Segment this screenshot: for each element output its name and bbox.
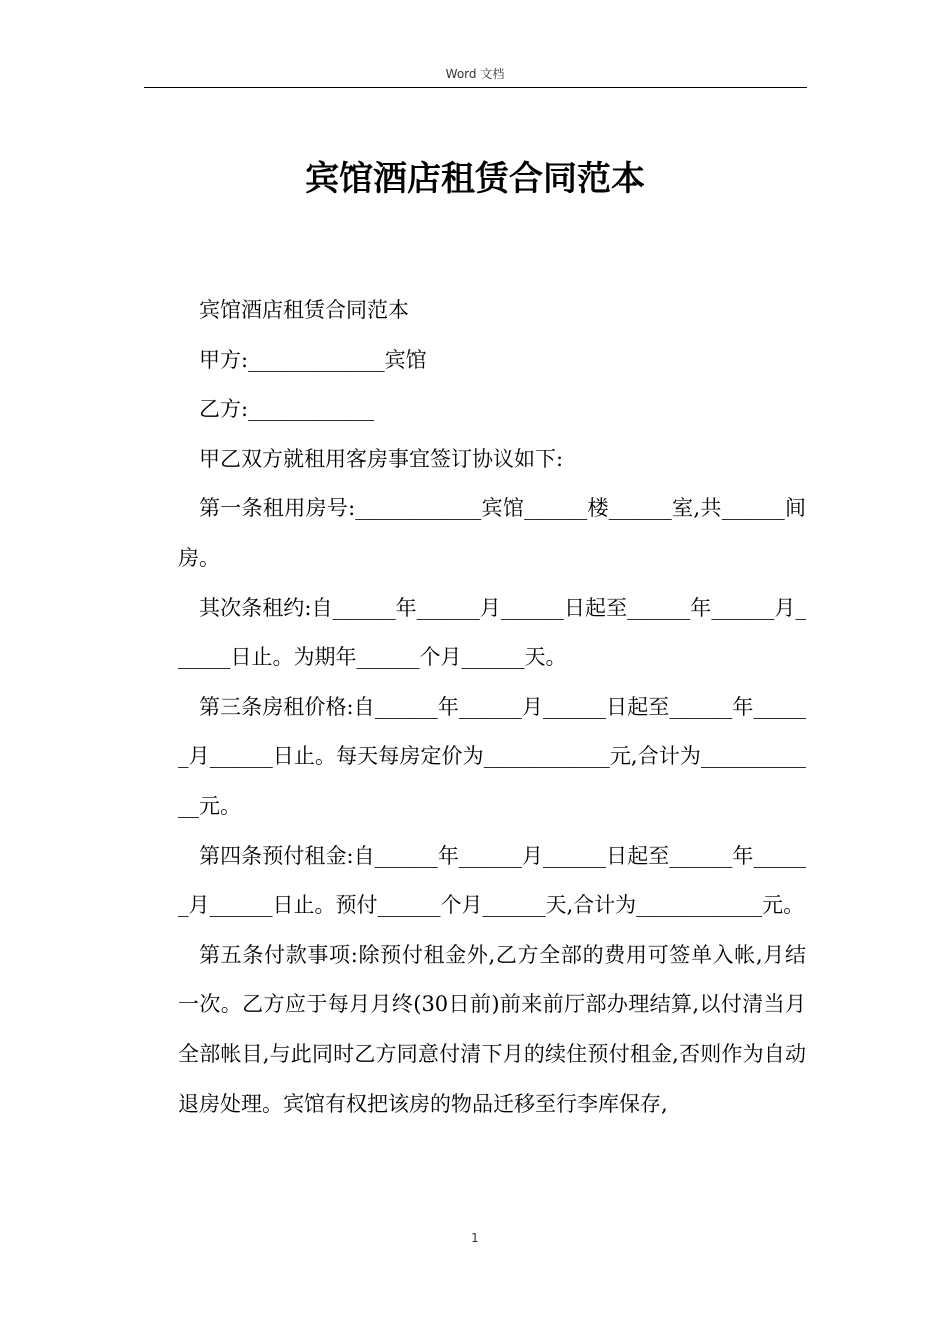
document-body bbox=[178, 286, 806, 1129]
page-number: 1 bbox=[471, 1231, 479, 1245]
paragraph-party-b: 乙方:____________ bbox=[199, 397, 375, 422]
paragraph-preamble: 甲乙双方就租用客房事宜签订协议如下: bbox=[199, 446, 564, 471]
paragraph-article-3: 第三条房租价格:自______年______月______日起至______年______月______日止。每天每房定价为____________元,合计为____________元。 bbox=[178, 694, 806, 818]
paragraph-heading: 宾馆酒店租赁合同范本 bbox=[199, 298, 409, 322]
paragraph-article-5: 第五条付款事项:除预付租金外,乙方全部的费用可签单入帐,月结一次。乙方应于每月月终(30日前)前来前厅部办理结算,以付清当月全部帐目,与此同时乙方同意付清下月的续住预付租金,否则作为自动退房处理。宾馆有权把该房的物品迁移至行李库保存, bbox=[178, 942, 806, 1116]
paragraph-article-4: 第四条预付租金:自______年______月______日起至______年______月______日止。预付______个月______天,合计为____________元。 bbox=[178, 843, 806, 918]
paragraph-article-2: 其次条租约:自______年______月______日起至______年______月______日止。为期年______个月______天。 bbox=[178, 595, 806, 670]
paragraph-article-1: 第一条租用房号:____________宾馆______楼______室,共______间房。 bbox=[178, 496, 806, 570]
paragraph-party-a: 甲方:_____________宾馆 bbox=[199, 347, 427, 372]
page-header: Word 文档 bbox=[445, 67, 505, 81]
document-title: 宾馆酒店租赁合同范本 bbox=[305, 159, 645, 199]
header-divider bbox=[144, 87, 807, 88]
